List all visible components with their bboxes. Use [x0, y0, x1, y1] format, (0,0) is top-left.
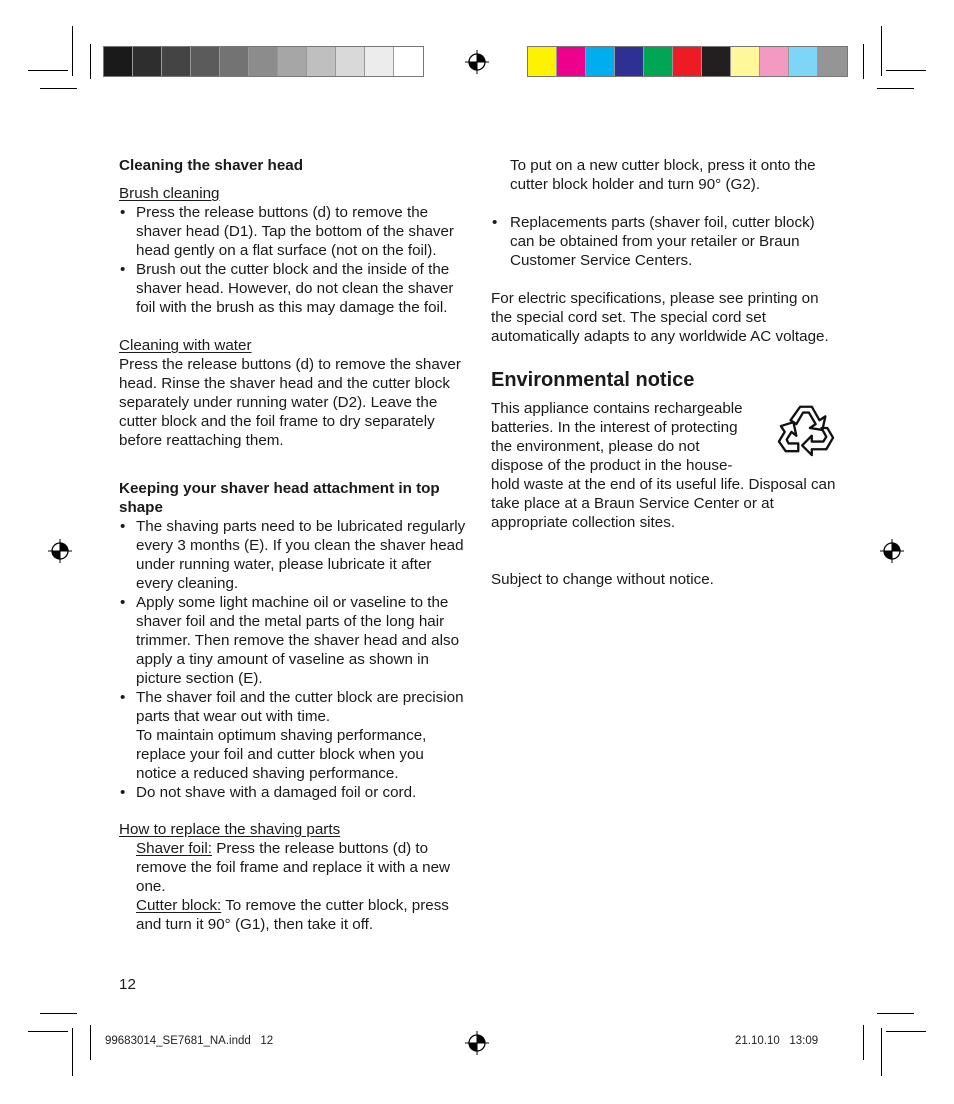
paragraph-line: dispose of the product in the house- [491, 457, 733, 474]
color-swatch [104, 47, 133, 76]
crop-mark [886, 1031, 926, 1032]
section-heading: Cleaning the shaver head [119, 157, 303, 174]
instruction [119, 839, 467, 896]
color-swatch [818, 47, 847, 76]
crop-mark [40, 88, 77, 89]
color-swatch [162, 47, 191, 76]
color-swatch [702, 47, 731, 76]
instruction-label: Shaver foil: [136, 840, 212, 857]
grayscale-color-bar [103, 46, 424, 77]
color-swatch [528, 47, 557, 76]
paragraph: Subject to change without notice. [491, 571, 714, 588]
list-item: • Replacements parts (shaver foil, cutter block) can be obtained from your retailer or Braun Customer Service Centers. [491, 213, 843, 270]
registration-mark-icon [880, 539, 904, 563]
registration-mark-icon [465, 50, 489, 74]
list-item: • The shaving parts need to be lubricated regularly every 3 months (E). If you clean the shaver head under running water, please lubricate it after every cleaning. [119, 517, 467, 593]
registration-mark-icon [48, 539, 72, 563]
color-swatch [394, 47, 423, 76]
crop-mark [40, 1013, 77, 1014]
color-swatch [365, 47, 394, 76]
list-item: • Press the release buttons (d) to remove the shaver head (D1). Tap the bottom of the shaver head gently on a flat surface (not on the foil). [119, 203, 467, 260]
paragraph-line: This appliance contains rechargeable [491, 400, 743, 417]
color-swatch [278, 47, 307, 76]
instruction-text: Press the release buttons (d) to remove the foil frame and replace it with a new one. [136, 840, 451, 895]
subheading: Brush cleaning [119, 185, 220, 202]
list-item-continuation: To maintain optimum shaving performance, replace your foil and cutter block when you notice a reduced shaving performance. [136, 727, 427, 782]
color-swatch [615, 47, 644, 76]
crop-mark [72, 1028, 73, 1076]
list-item: • Brush out the cutter block and the inside of the shaver head. However, do not clean the shaver foil with the brush as this may damage the foil. [119, 260, 467, 317]
crop-mark [877, 1013, 914, 1014]
subheading: How to replace the shaving parts [119, 821, 341, 838]
instruction-label: Cutter block: [136, 897, 222, 914]
footer-file-info: 99683014_SE7681_NA.indd 12 [105, 1035, 274, 1047]
color-swatch [249, 47, 278, 76]
instruction [119, 896, 467, 934]
color-swatch [789, 47, 818, 76]
section-heading: Environmental notice [491, 369, 695, 391]
recycle-icon [777, 399, 835, 457]
paragraph: To put on a new cutter block, press it onto the cutter block holder and turn 90° (G2). [510, 157, 816, 193]
crop-mark [90, 44, 91, 79]
paragraph: For electric specifications, please see printing on the special cord set. The special cord set automatically adapts to any worldwide AC voltage. [491, 290, 829, 345]
crop-mark [72, 26, 73, 76]
color-swatch [731, 47, 760, 76]
list-item: • Apply some light machine oil or vaseline to the shaver foil and the metal parts of the long hair trimmer. Then remove the shaver head and also apply a tiny amount of vaseline as shown in picture section (E). [119, 593, 467, 688]
paragraph-line: the environment, please do not [491, 438, 700, 455]
color-swatch [557, 47, 586, 76]
right-column [491, 156, 843, 589]
registration-mark-icon [465, 1031, 489, 1055]
list-item: • Do not shave with a damaged foil or cord. [119, 783, 467, 802]
crop-mark [863, 1025, 864, 1060]
left-column [119, 156, 467, 934]
crop-mark [28, 70, 68, 71]
process-color-bar [527, 46, 848, 77]
crop-mark [881, 26, 882, 76]
crop-mark [28, 1031, 68, 1032]
crop-mark [863, 44, 864, 79]
color-swatch [133, 47, 162, 76]
crop-mark [90, 1025, 91, 1060]
footer-date-time: 21.10.10 13:09 [735, 1035, 819, 1047]
crop-mark [881, 1028, 882, 1076]
color-swatch [586, 47, 615, 76]
page-number: 12 [119, 976, 136, 993]
section-heading: Keeping your shaver head attachment in top shape [119, 480, 440, 516]
color-swatch [220, 47, 249, 76]
color-swatch [336, 47, 365, 76]
color-swatch [191, 47, 220, 76]
subheading: Cleaning with water [119, 337, 252, 354]
paragraph-line: batteries. In the interest of protecting [491, 419, 738, 436]
list-item: • The shaver foil and the cutter block are precision parts that wear out with time. [119, 688, 467, 726]
paragraph: hold waste at the end of its useful life. Disposal can take place at a Braun Service Center or at appropriate collection sites. [491, 476, 836, 531]
color-swatch [307, 47, 336, 76]
instruction-text: To remove the cutter block, press and turn it 90° (G1), then take it off. [136, 897, 449, 933]
color-swatch [673, 47, 702, 76]
paragraph: Press the release buttons (d) to remove the shaver head. Rinse the shaver head and the cutter block separately under running water (D2). Leave the cutter block and the foil frame to dry separately before reattaching them. [119, 356, 461, 449]
crop-mark [877, 88, 914, 89]
color-swatch [760, 47, 789, 76]
color-swatch [644, 47, 673, 76]
crop-mark [886, 70, 926, 71]
